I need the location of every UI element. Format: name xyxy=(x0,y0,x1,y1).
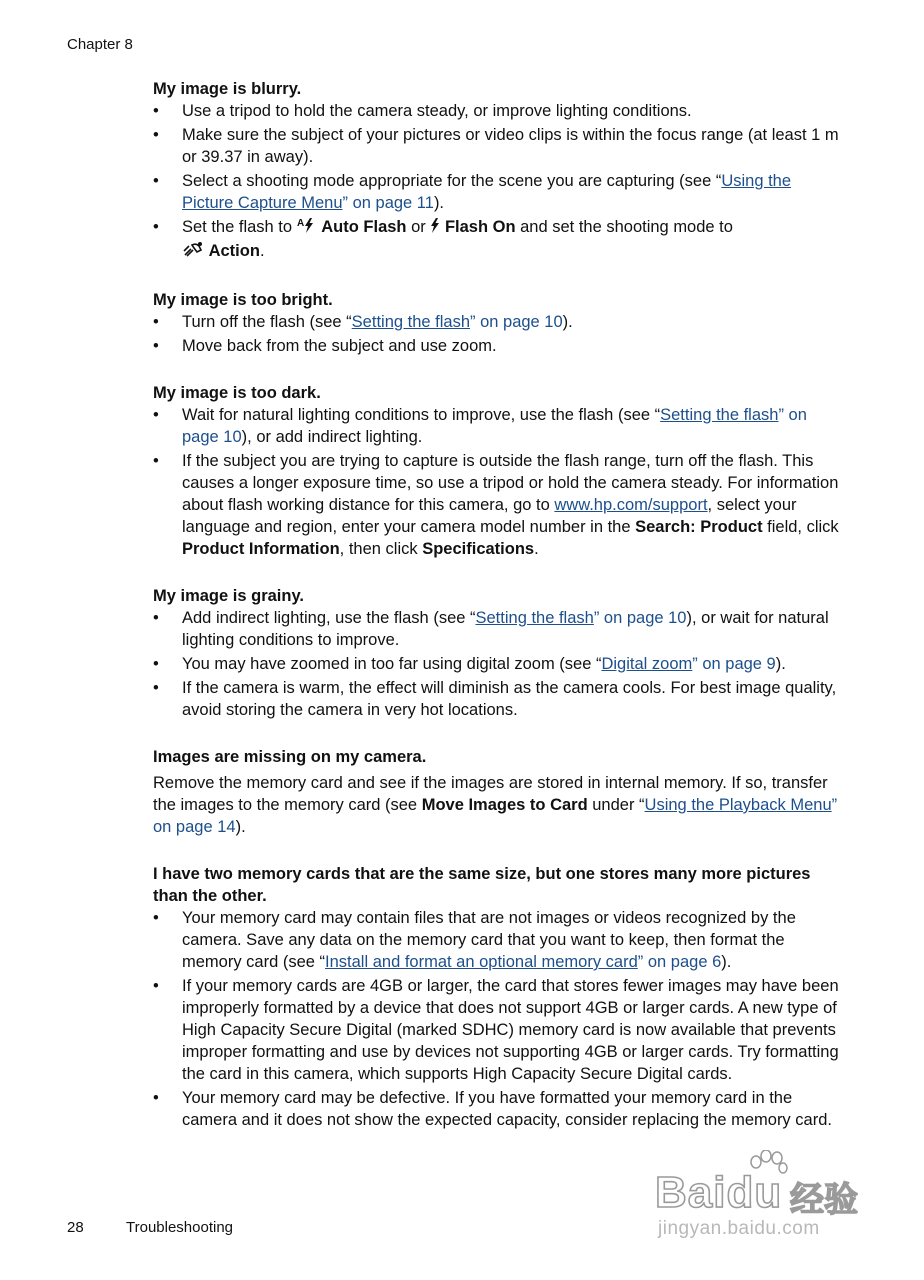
link-install-format-memory-card[interactable]: Install and format an optional memory card” on page 6 xyxy=(325,953,722,971)
link-setting-the-flash[interactable]: Setting the flash” on page 10 xyxy=(182,406,807,446)
bullet-list-too-bright xyxy=(153,311,843,357)
heading-too-dark: My image is too dark. xyxy=(153,384,321,402)
section-images-missing xyxy=(153,746,843,838)
list-item: • Select a shooting mode appropriate for the scene you are capturing (see “Using the Picture Capture Menu” on page 11). xyxy=(153,170,843,214)
chapter-label: Chapter 8 xyxy=(67,36,133,53)
page-number: 28 xyxy=(67,1219,84,1236)
heading-images-missing: Images are missing on my camera. xyxy=(153,748,427,766)
watermark-brand: Bai xyxy=(655,1168,727,1217)
list-item: • If the subject you are trying to capture is outside the flash range, turn off the flash. This causes a longer exposure time, so use a tripod or hold the camera steady. For information about flash working distance for this camera, go to www.hp.com/support, select your language and region, enter your camera model number in the Search: Product field, click Product Information, then click Specifications. xyxy=(153,450,843,560)
link-setting-the-flash[interactable]: Setting the flash” on page 10 xyxy=(351,313,563,331)
heading-too-bright: My image is too bright. xyxy=(153,291,333,309)
heading-grainy: My image is grainy. xyxy=(153,587,304,605)
watermark-cn: 经验 xyxy=(790,1181,858,1219)
paragraph-images-missing: Remove the memory card and see if the images are stored in internal memory. If so, transfer the images to the memory card (see Move Images to Card under “Using the Playback Menu” on page 14). xyxy=(153,774,838,836)
list-item: • Move back from the subject and use zoom. xyxy=(153,335,843,357)
bullet-list-blurry xyxy=(153,100,843,264)
bullet-list-two-memory-cards xyxy=(153,907,843,1131)
footer-section-title: Troubleshooting xyxy=(126,1219,234,1236)
flash-on-icon xyxy=(430,217,440,240)
section-grainy xyxy=(153,585,843,721)
bullet-list-too-dark xyxy=(153,404,843,560)
watermark-url: jingyan.baidu.com xyxy=(658,1218,820,1239)
list-item: • If your memory cards are 4GB or larger, the card that stores fewer images may have been improperly formatted by a device that does not support 4GB or larger cards. A new type of High Capacity Secure Digital (marked SDHC) memory card is now available that prevents improper formatting and use by devices not supporting 4GB or larger cards. Try formatting the card in this camera, which supports High Capacity Secure Digital cards. xyxy=(153,975,843,1085)
list-item: • Make sure the subject of your pictures or video clips is within the focus range (at least 1 m or 39.37 in away). xyxy=(153,124,843,168)
heading-two-memory-cards: I have two memory cards that are the same size, but one stores many more pictures than the other. xyxy=(153,865,811,905)
link-playback-menu[interactable]: Using the Playback Menu” on page 14 xyxy=(153,796,838,836)
link-setting-the-flash[interactable]: Setting the flash” on page 10 xyxy=(475,609,687,627)
baidu-watermark xyxy=(655,1150,870,1245)
heading-blurry: My image is blurry. xyxy=(153,80,302,98)
section-too-dark xyxy=(153,382,843,560)
list-item: • Add indirect lighting, use the flash (see “Setting the flash” on page 10), or wait for natural lighting conditions to improve. xyxy=(153,607,843,651)
list-item: • Set the flash to A Auto Flash or Flash On and set the shooting mode to Action. xyxy=(153,216,843,264)
watermark-brand-du: du xyxy=(726,1168,783,1217)
action-mode-icon xyxy=(182,241,204,264)
list-item: • Use a tripod to hold the camera steady, or improve lighting conditions. xyxy=(153,100,843,122)
list-item: • Wait for natural lighting conditions to improve, use the flash (see “Setting the flash” on page 10), or add indirect lighting. xyxy=(153,404,843,448)
list-item: • If the camera is warm, the effect will diminish as the camera cools. For best image quality, avoid storing the camera in very hot locations. xyxy=(153,677,843,721)
link-hp-support[interactable]: www.hp.com/support xyxy=(554,496,708,514)
bullet-list-grainy xyxy=(153,607,843,721)
list-item: • Your memory card may be defective. If you have formatted your memory card in the camera and it does not show the expected capacity, consider replacing the memory card. xyxy=(153,1087,843,1131)
svg-text:A: A xyxy=(296,218,304,229)
page-content xyxy=(153,78,843,1156)
link-picture-capture-menu[interactable]: Using the Picture Capture Menu” on page 11 xyxy=(182,172,792,212)
section-too-bright xyxy=(153,289,843,357)
section-blurry xyxy=(153,78,843,264)
list-item: • Your memory card may contain files that are not images or videos recognized by the camera. Save any data on the memory card that you want to keep, then format the memory card (see “Install and format an optional memory card” on page 6). xyxy=(153,907,843,973)
section-two-memory-cards xyxy=(153,863,843,1131)
list-item: • You may have zoomed in too far using digital zoom (see “Digital zoom” on page 9). xyxy=(153,653,843,675)
auto-flash-icon xyxy=(297,217,317,240)
link-digital-zoom[interactable]: Digital zoom” on page 9 xyxy=(601,655,776,673)
list-item: • Turn off the flash (see “Setting the flash” on page 10). xyxy=(153,311,843,333)
